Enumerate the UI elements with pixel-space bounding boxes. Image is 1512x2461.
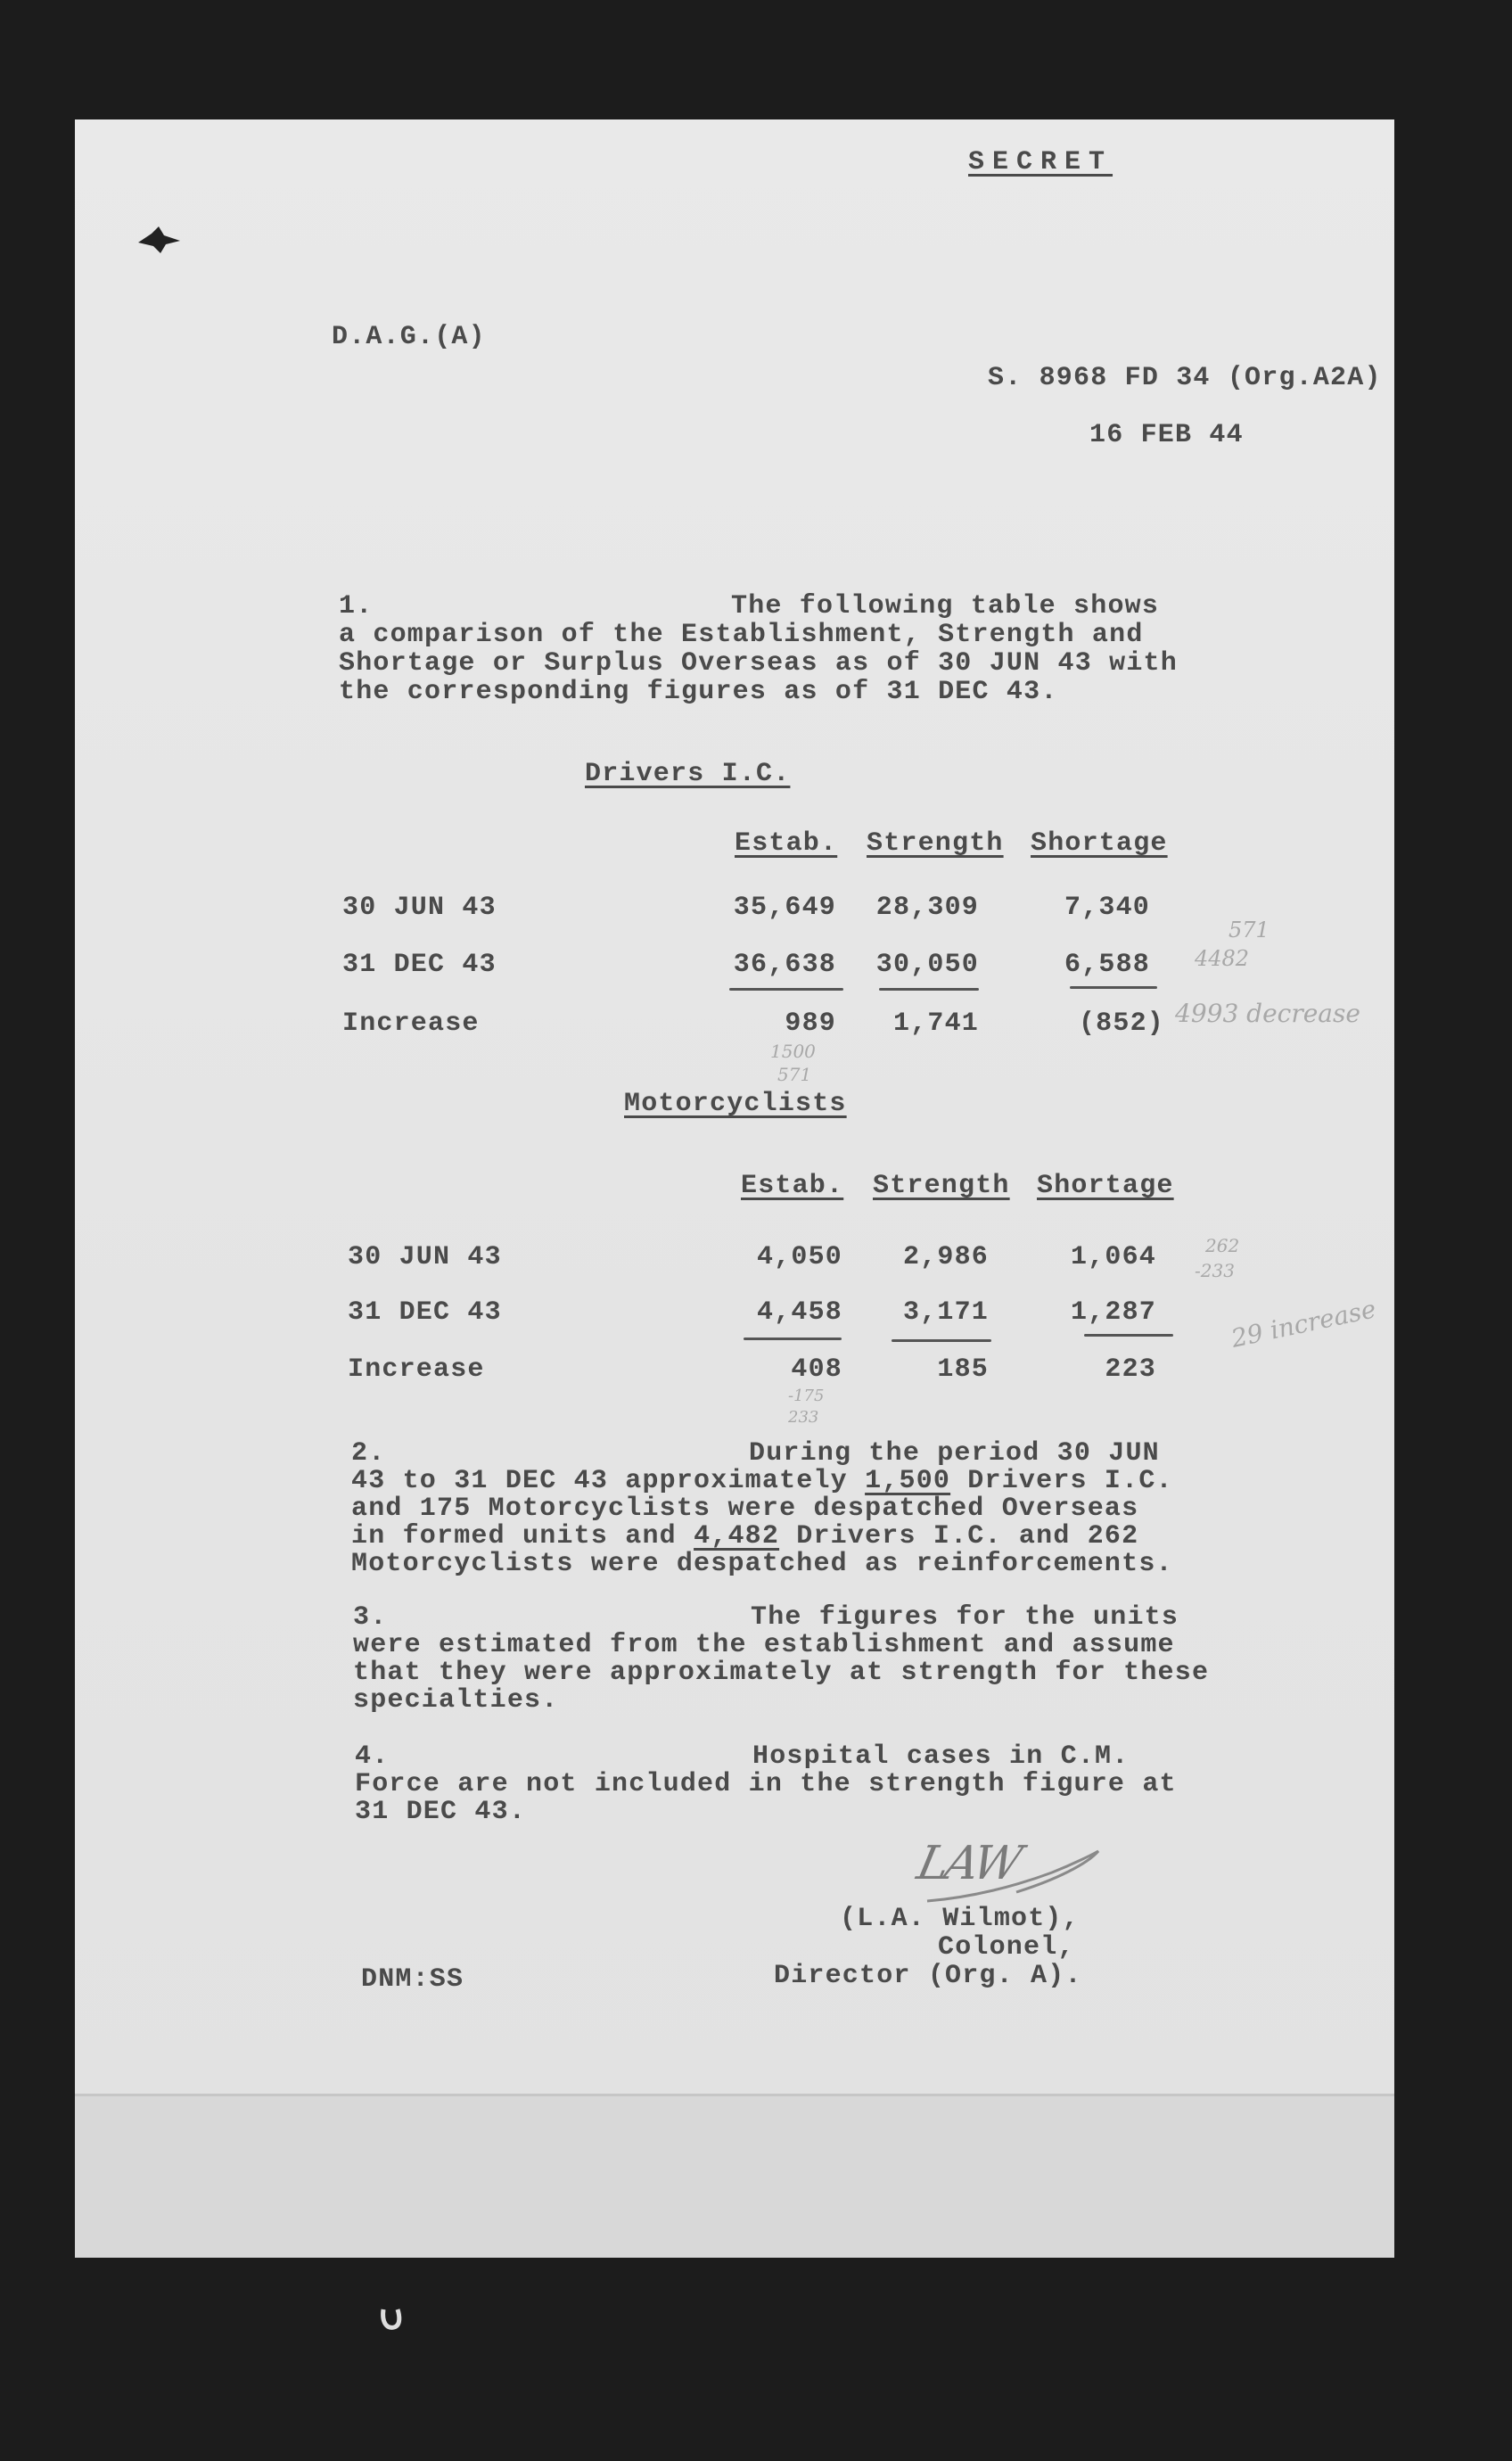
signatory-rank: Colonel,	[938, 1932, 1075, 1963]
cell-shortage: 6,588	[1064, 950, 1150, 980]
scan-speck-mark	[374, 2300, 410, 2336]
handwritten-note: 4993 decrease	[1175, 999, 1360, 1028]
row-label: 31 DEC 43	[342, 950, 497, 980]
para1-line: Shortage or Surplus Overseas as of 30 JUN 43 with	[339, 648, 1178, 679]
reference-initials: DNM:SS	[361, 1964, 464, 1995]
signature-flourish	[909, 1846, 1105, 1908]
cell-strength: 185	[937, 1354, 989, 1385]
underlined-figure: 4,482	[694, 1521, 780, 1552]
document-date: 16 FEB 44	[1089, 420, 1244, 450]
handwritten-note: 1500	[770, 1041, 816, 1062]
col-header-estab: Estab.	[741, 1171, 844, 1201]
signature-initials: LAW	[912, 1837, 1023, 1890]
col-header-strength: Strength	[873, 1171, 1010, 1201]
drivers-table-title: Drivers I.C.	[585, 759, 791, 789]
col-header-estab: Estab.	[735, 828, 838, 859]
para2-number: 2.	[351, 1438, 386, 1469]
cell-estab: 4,050	[756, 1242, 842, 1272]
sum-rule	[892, 1339, 991, 1342]
para3-line: were estimated from the establishment and assume	[353, 1630, 1175, 1660]
sum-rule	[879, 988, 979, 991]
addressee: D.A.G.(A)	[332, 322, 486, 352]
col-header-strength: Strength	[867, 828, 1004, 859]
handwritten-note: 233	[788, 1408, 819, 1427]
reference-number: S. 8968 FD 34 (Org.A2A)	[988, 363, 1382, 393]
para2-text: in formed units and	[351, 1521, 694, 1552]
cell-strength: 1,741	[892, 1008, 979, 1039]
col-header-shortage: Shortage	[1031, 828, 1168, 859]
sum-rule	[1070, 986, 1157, 989]
handwritten-note: 571	[1228, 918, 1270, 942]
cell-estab: 989	[785, 1008, 836, 1039]
row-label: Increase	[342, 1008, 480, 1039]
para2-line	[351, 1522, 1138, 1551]
underlined-figure: 1,500	[865, 1466, 951, 1496]
para4-line: 31 DEC 43.	[355, 1797, 527, 1827]
cell-shortage: 1,064	[1070, 1242, 1156, 1272]
handwritten-note: -175	[788, 1387, 825, 1405]
row-label: 30 JUN 43	[348, 1242, 502, 1272]
para2-line: Motorcyclists were despatched as reinforcements.	[351, 1549, 1173, 1579]
col-header-shortage: Shortage	[1037, 1171, 1174, 1201]
para2-text: Drivers I.C.	[950, 1466, 1173, 1496]
sum-rule	[744, 1338, 842, 1340]
page-bottom-band	[75, 2094, 1394, 2258]
signatory-name: (L.A. Wilmot),	[840, 1904, 1080, 1934]
ink-blot-mark	[134, 223, 187, 259]
para3-line: specialties.	[353, 1685, 559, 1716]
handwritten-note: 4482	[1195, 946, 1250, 971]
sum-rule	[1084, 1334, 1173, 1337]
classification-label: SECRET	[968, 147, 1113, 177]
para2-text: Drivers I.C. and 262	[779, 1521, 1139, 1552]
cell-estab: 35,649	[733, 893, 836, 923]
cell-estab: 4,458	[756, 1297, 842, 1328]
cell-shortage: (852)	[1078, 1008, 1164, 1039]
para2-line: and 175 Motorcyclists were despatched Overseas	[351, 1494, 1139, 1524]
motorcyclists-table-title: Motorcyclists	[624, 1089, 847, 1119]
para1-line: The following table shows	[731, 591, 1160, 621]
para2-text: 43 to 31 DEC 43 approximately	[351, 1466, 866, 1496]
para1-line: the corresponding figures as of 31 DEC 43.	[339, 677, 1058, 707]
row-label: 30 JUN 43	[342, 893, 497, 923]
para4-line: Hospital cases in C.M.	[752, 1741, 1130, 1772]
para4-line: Force are not included in the strength figure at	[355, 1769, 1177, 1799]
row-label: 31 DEC 43	[348, 1297, 502, 1328]
para1-line: a comparison of the Establishment, Strength and	[339, 620, 1144, 650]
para3-line: The figures for the units	[751, 1602, 1179, 1633]
para3-line: that they were approximately at strength for these	[353, 1658, 1210, 1688]
cell-strength: 3,171	[902, 1297, 989, 1328]
cell-estab: 408	[791, 1354, 842, 1385]
sum-rule	[729, 988, 843, 991]
cell-shortage: 223	[1105, 1354, 1156, 1385]
cell-shortage: 1,287	[1070, 1297, 1156, 1328]
para3-number: 3.	[353, 1602, 388, 1633]
handwritten-note: 571	[777, 1064, 812, 1085]
para1-number: 1.	[339, 591, 374, 621]
para2-line: During the period 30 JUN	[749, 1438, 1160, 1469]
para2-line	[351, 1467, 1173, 1495]
cell-strength: 28,309	[875, 893, 979, 923]
cell-strength: 30,050	[875, 950, 979, 980]
handwritten-note: 29 increase	[1228, 1294, 1379, 1354]
signatory-title: Director (Org. A).	[774, 1961, 1082, 1991]
para4-number: 4.	[355, 1741, 390, 1772]
handwritten-note: 262	[1205, 1235, 1240, 1256]
cell-estab: 36,638	[733, 950, 836, 980]
handwritten-note: -233	[1195, 1260, 1235, 1281]
row-label: Increase	[348, 1354, 485, 1385]
cell-shortage: 7,340	[1064, 893, 1150, 923]
cell-strength: 2,986	[902, 1242, 989, 1272]
